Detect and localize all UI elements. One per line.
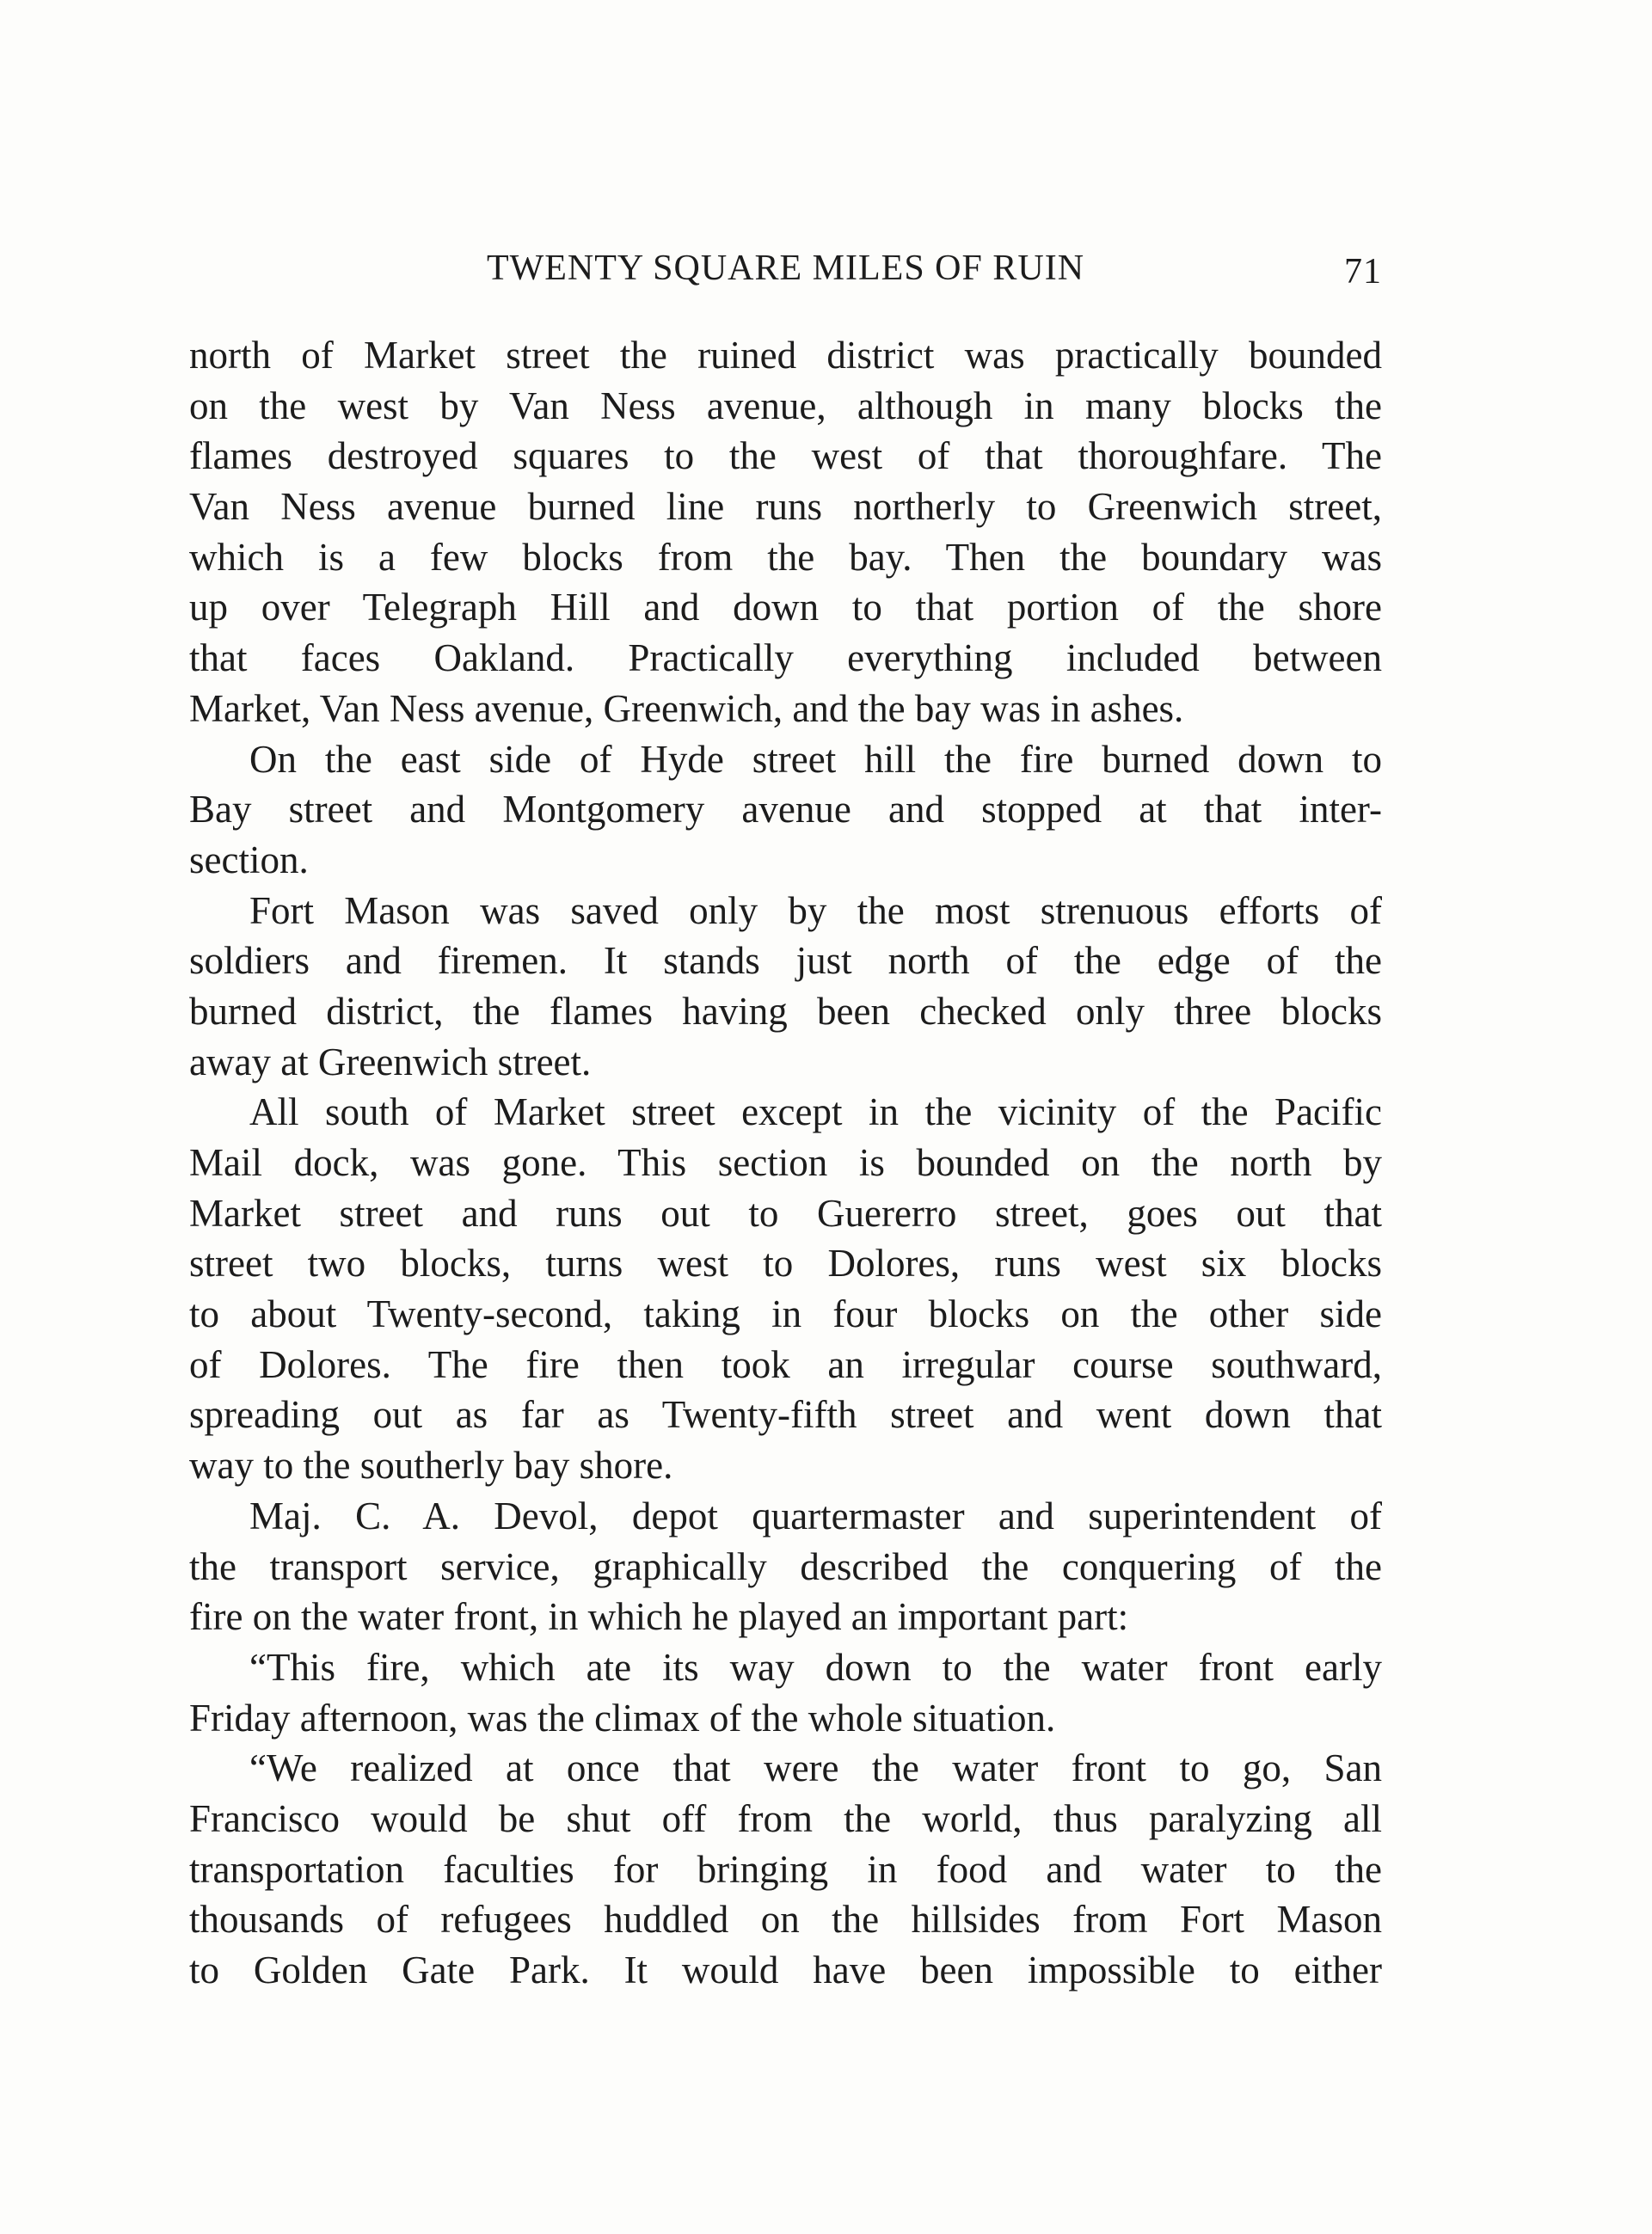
text-line: burned district, the flames having been checked only three blocks bbox=[189, 989, 1382, 1033]
paragraph bbox=[189, 1642, 1382, 1743]
running-title: TWENTY SQUARE MILES OF RUIN bbox=[486, 249, 1085, 288]
text-line: up over Telegraph Hill and down to that portion of the shore bbox=[189, 586, 1382, 629]
paragraph bbox=[189, 886, 1382, 1088]
text-line: All south of Market street except in the vicinity of the Pacific bbox=[249, 1090, 1382, 1134]
paragraph bbox=[189, 734, 1382, 886]
text-line: Market, Van Ness avenue, Greenwich, and the bay was in ashes. bbox=[189, 686, 1184, 730]
paragraph bbox=[189, 1743, 1382, 1995]
paragraph bbox=[189, 1491, 1382, 1642]
text-line: soldiers and firemen. It stands just north of the edge of the bbox=[189, 939, 1382, 983]
text-line: Bay street and Montgomery avenue and stopped at that inter- bbox=[189, 788, 1382, 832]
page-number: 71 bbox=[1344, 252, 1382, 292]
text-line: the transport service, graphically described the conquering of the bbox=[189, 1544, 1382, 1588]
body-text bbox=[189, 330, 1382, 1996]
text-line: which is a few blocks from the bay. Then the boundary was bbox=[189, 535, 1382, 579]
text-line: away at Greenwich street. bbox=[189, 1040, 592, 1083]
text-line: way to the southerly bay shore. bbox=[189, 1444, 673, 1488]
text-line: Mail dock, was gone. This section is bounded on the north by bbox=[189, 1141, 1382, 1184]
text-line: “This fire, which ate its way down to the water front early bbox=[249, 1645, 1382, 1689]
text-line: Francisco would be shut off from the world, thus paralyzing all bbox=[189, 1796, 1382, 1840]
text-line: section. bbox=[189, 838, 309, 881]
text-line: “We realized at once that were the water front to go, San bbox=[249, 1746, 1382, 1790]
text-line: spreading out as far as Twenty-fifth street and went down that bbox=[189, 1393, 1382, 1437]
text-line: on the west by Van Ness avenue, although in many blocks the bbox=[189, 384, 1382, 427]
text-line: north of Market street the ruined district was practically bounded bbox=[189, 334, 1382, 377]
text-line: On the east side of Hyde street hill the fire burned down to bbox=[249, 737, 1382, 781]
text-line: of Dolores. The fire then took an irregular course southward, bbox=[189, 1342, 1382, 1386]
text-line: fire on the water front, in which he played an important part: bbox=[189, 1595, 1129, 1639]
text-line: flames destroyed squares to the west of that thoroughfare. The bbox=[189, 434, 1382, 478]
paragraph bbox=[189, 1087, 1382, 1491]
running-header bbox=[189, 248, 1382, 292]
text-line: Friday afternoon, was the climax of the whole situation. bbox=[189, 1696, 1056, 1740]
text-line: Market street and runs out to Guererro street, goes out that bbox=[189, 1191, 1382, 1235]
text-line: street two blocks, turns west to Dolores, runs west six blocks bbox=[189, 1242, 1382, 1286]
text-line: Van Ness avenue burned line runs northerly to Greenwich street, bbox=[189, 485, 1382, 529]
text-line: to about Twenty-second, taking in four blocks on the other side bbox=[189, 1292, 1382, 1336]
text-line: Maj. C. A. Devol, depot quartermaster and superintendent of bbox=[249, 1494, 1382, 1537]
text-line: Fort Mason was saved only by the most strenuous efforts of bbox=[249, 888, 1382, 932]
paragraph bbox=[189, 330, 1382, 734]
text-line: transportation faculties for bringing in food and water to the bbox=[189, 1847, 1382, 1891]
text-line: thousands of refugees huddled on the hillsides from Fort Mason bbox=[189, 1898, 1382, 1942]
text-line: to Golden Gate Park. It would have been impossible to either bbox=[189, 1949, 1382, 1992]
text-line: that faces Oakland. Practically everything included between bbox=[189, 636, 1382, 680]
